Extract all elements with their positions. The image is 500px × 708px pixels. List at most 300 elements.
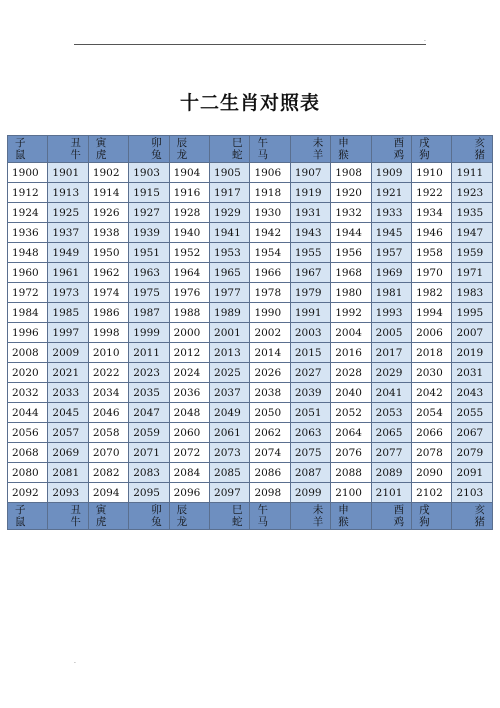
year-cell: 2017 <box>371 343 411 363</box>
year-cell: 1947 <box>452 223 493 243</box>
table-row <box>8 303 493 323</box>
bottom-zodiac-header-cell <box>88 503 128 530</box>
earthly-branch-label: 卯 <box>151 137 162 149</box>
year-cell: 1903 <box>129 163 169 183</box>
year-cell: 2103 <box>452 483 493 503</box>
year-cell: 1987 <box>129 303 169 323</box>
year-cell: 2032 <box>8 383 48 403</box>
year-cell: 1944 <box>331 223 371 243</box>
year-cell: 2008 <box>8 343 48 363</box>
year-cell: 1973 <box>48 283 88 303</box>
year-cell: 2092 <box>8 483 48 503</box>
year-cell: 1905 <box>210 163 250 183</box>
year-cell: 1967 <box>290 263 330 283</box>
bottom-zodiac-header-cell <box>250 503 290 530</box>
year-cell: 2099 <box>290 483 330 503</box>
year-cell: 1902 <box>88 163 128 183</box>
year-cell: 1933 <box>371 203 411 223</box>
year-cell: 2028 <box>331 363 371 383</box>
year-cell: 1992 <box>331 303 371 323</box>
year-cell: 2052 <box>331 403 371 423</box>
year-cell: 2098 <box>250 483 290 503</box>
bottom-zodiac-header-cell <box>452 503 493 530</box>
year-cell: 2039 <box>290 383 330 403</box>
year-cell: 2055 <box>452 403 493 423</box>
year-cell: 1927 <box>129 203 169 223</box>
zodiac-animal-label: 鼠 <box>15 149 26 161</box>
earthly-branch-label: 申 <box>338 504 349 516</box>
year-cell: 2079 <box>452 443 493 463</box>
year-cell: 1975 <box>129 283 169 303</box>
year-cell: 1921 <box>371 183 411 203</box>
year-cell: 1978 <box>250 283 290 303</box>
year-cell: 1982 <box>412 283 452 303</box>
year-cell: 2042 <box>412 383 452 403</box>
year-cell: 1950 <box>88 243 128 263</box>
year-cell: 1974 <box>88 283 128 303</box>
top-zodiac-header-cell <box>169 136 209 163</box>
year-cell: 1919 <box>290 183 330 203</box>
top-zodiac-header-cell <box>129 136 169 163</box>
year-cell: 1971 <box>452 263 493 283</box>
zodiac-animal-label: 狗 <box>419 149 430 161</box>
year-cell: 1970 <box>412 263 452 283</box>
year-cell: 2048 <box>169 403 209 423</box>
year-cell: 1949 <box>48 243 88 263</box>
year-cell: 1991 <box>290 303 330 323</box>
year-cell: 1963 <box>129 263 169 283</box>
year-cell: 2080 <box>8 463 48 483</box>
year-cell: 1946 <box>412 223 452 243</box>
year-cell: 2049 <box>210 403 250 423</box>
year-cell: 2054 <box>412 403 452 423</box>
year-cell: 2045 <box>48 403 88 423</box>
bottom-zodiac-header-cell <box>210 503 250 530</box>
top-zodiac-header-cell <box>412 136 452 163</box>
zodiac-animal-label: 猴 <box>338 516 349 528</box>
year-cell: 1952 <box>169 243 209 263</box>
earthly-branch-label: 未 <box>312 504 324 516</box>
zodiac-animal-label: 龙 <box>176 516 188 528</box>
year-cell: 1945 <box>371 223 411 243</box>
page-title: 十二生肖对照表 <box>179 92 320 114</box>
top-zodiac-header-cell <box>88 136 128 163</box>
year-cell: 1983 <box>452 283 493 303</box>
year-cell: 2002 <box>250 323 290 343</box>
top-zodiac-header-cell <box>290 136 330 163</box>
table-row <box>8 243 493 263</box>
year-cell: 2062 <box>250 423 290 443</box>
year-cell: 1953 <box>210 243 250 263</box>
bottom-zodiac-header-row <box>8 503 493 530</box>
top-dot-mark: · <box>424 38 426 45</box>
year-cell: 1929 <box>210 203 250 223</box>
year-cell: 2064 <box>331 423 371 443</box>
year-cell: 1916 <box>169 183 209 203</box>
year-cell: 2053 <box>371 403 411 423</box>
zodiac-animal-label: 虎 <box>95 149 107 161</box>
earthly-branch-label: 酉 <box>393 137 405 149</box>
year-cell: 1955 <box>290 243 330 263</box>
year-cell: 2091 <box>452 463 493 483</box>
year-cell: 1966 <box>250 263 290 283</box>
year-cell: 1935 <box>452 203 493 223</box>
year-cell: 1977 <box>210 283 250 303</box>
earthly-branch-label: 寅 <box>95 504 107 516</box>
year-cell: 2082 <box>88 463 128 483</box>
table-row <box>8 443 493 463</box>
year-cell: 2084 <box>169 463 209 483</box>
year-cell: 2001 <box>210 323 250 343</box>
zodiac-animal-label: 蛇 <box>231 516 243 528</box>
year-cell: 1979 <box>290 283 330 303</box>
year-cell: 2067 <box>452 423 493 443</box>
year-cell: 1997 <box>48 323 88 343</box>
year-cell: 1922 <box>412 183 452 203</box>
year-cell: 1995 <box>452 303 493 323</box>
year-cell: 1906 <box>250 163 290 183</box>
year-cell: 2010 <box>88 343 128 363</box>
year-cell: 2074 <box>250 443 290 463</box>
year-cell: 1961 <box>48 263 88 283</box>
year-cell: 1928 <box>169 203 209 223</box>
table-head <box>8 136 493 163</box>
year-cell: 1911 <box>452 163 493 183</box>
year-cell: 2043 <box>452 383 493 403</box>
year-cell: 2097 <box>210 483 250 503</box>
year-cell: 2018 <box>412 343 452 363</box>
year-cell: 2095 <box>129 483 169 503</box>
year-cell: 1904 <box>169 163 209 183</box>
year-cell: 2078 <box>412 443 452 463</box>
earthly-branch-label: 亥 <box>474 504 485 516</box>
year-cell: 2090 <box>412 463 452 483</box>
zodiac-animal-label: 猪 <box>474 516 485 528</box>
earthly-branch-label: 酉 <box>393 504 405 516</box>
year-cell: 1976 <box>169 283 209 303</box>
year-cell: 2007 <box>452 323 493 343</box>
earthly-branch-label: 寅 <box>95 137 107 149</box>
year-cell: 1972 <box>8 283 48 303</box>
year-cell: 1910 <box>412 163 452 183</box>
year-cell: 1917 <box>210 183 250 203</box>
year-cell: 1943 <box>290 223 330 243</box>
year-cell: 2021 <box>48 363 88 383</box>
table-row <box>8 483 493 503</box>
zodiac-animal-label: 猪 <box>474 149 485 161</box>
year-cell: 1934 <box>412 203 452 223</box>
year-cell: 1931 <box>290 203 330 223</box>
year-cell: 1959 <box>452 243 493 263</box>
year-cell: 2102 <box>412 483 452 503</box>
year-cell: 1981 <box>371 283 411 303</box>
year-cell: 1936 <box>8 223 48 243</box>
year-cell: 2013 <box>210 343 250 363</box>
earthly-branch-label: 巳 <box>231 137 243 149</box>
earthly-branch-label: 辰 <box>176 504 188 516</box>
table-row <box>8 363 493 383</box>
year-cell: 2044 <box>8 403 48 423</box>
year-cell: 1964 <box>169 263 209 283</box>
year-cell: 2069 <box>48 443 88 463</box>
year-cell: 1962 <box>88 263 128 283</box>
year-cell: 2005 <box>371 323 411 343</box>
top-zodiac-header-cell <box>250 136 290 163</box>
table-row <box>8 343 493 363</box>
year-cell: 2004 <box>331 323 371 343</box>
year-cell: 2035 <box>129 383 169 403</box>
zodiac-animal-label: 牛 <box>70 516 81 528</box>
year-cell: 1998 <box>88 323 128 343</box>
year-cell: 1937 <box>48 223 88 243</box>
table-row <box>8 463 493 483</box>
year-cell: 2036 <box>169 383 209 403</box>
year-cell: 2061 <box>210 423 250 443</box>
year-cell: 1994 <box>412 303 452 323</box>
year-cell: 2034 <box>88 383 128 403</box>
earthly-branch-label: 午 <box>257 137 268 149</box>
earthly-branch-label: 子 <box>15 137 26 149</box>
year-cell: 1960 <box>8 263 48 283</box>
top-zodiac-header-cell <box>8 136 48 163</box>
bottom-zodiac-header-cell <box>371 503 411 530</box>
year-cell: 1984 <box>8 303 48 323</box>
zodiac-animal-label: 鸡 <box>393 149 405 161</box>
table-row <box>8 183 493 203</box>
year-cell: 2015 <box>290 343 330 363</box>
year-cell: 2026 <box>250 363 290 383</box>
year-cell: 2003 <box>290 323 330 343</box>
table-body <box>8 163 493 503</box>
year-cell: 2081 <box>48 463 88 483</box>
year-cell: 2011 <box>129 343 169 363</box>
year-cell: 2037 <box>210 383 250 403</box>
year-cell: 2033 <box>48 383 88 403</box>
top-zodiac-header-cell <box>210 136 250 163</box>
year-cell: 2058 <box>88 423 128 443</box>
earthly-branch-label: 午 <box>257 504 268 516</box>
year-cell: 2022 <box>88 363 128 383</box>
table-row <box>8 323 493 343</box>
top-divider <box>74 44 426 45</box>
year-cell: 1909 <box>371 163 411 183</box>
year-cell: 1913 <box>48 183 88 203</box>
year-cell: 2016 <box>331 343 371 363</box>
year-cell: 2057 <box>48 423 88 443</box>
year-cell: 2051 <box>290 403 330 423</box>
year-cell: 2070 <box>88 443 128 463</box>
year-cell: 2060 <box>169 423 209 443</box>
zodiac-animal-label: 马 <box>257 516 268 528</box>
year-cell: 1941 <box>210 223 250 243</box>
top-zodiac-header-cell <box>48 136 88 163</box>
earthly-branch-label: 戌 <box>419 137 430 149</box>
bottom-zodiac-header-cell <box>129 503 169 530</box>
year-cell: 1938 <box>88 223 128 243</box>
year-cell: 1907 <box>290 163 330 183</box>
earthly-branch-label: 未 <box>312 137 324 149</box>
zodiac-animal-label: 猴 <box>338 149 349 161</box>
year-cell: 1924 <box>8 203 48 223</box>
year-cell: 2100 <box>331 483 371 503</box>
year-cell: 1989 <box>210 303 250 323</box>
year-cell: 1926 <box>88 203 128 223</box>
year-cell: 1993 <box>371 303 411 323</box>
zodiac-animal-label: 马 <box>257 149 268 161</box>
year-cell: 2096 <box>169 483 209 503</box>
year-cell: 1988 <box>169 303 209 323</box>
zodiac-animal-label: 牛 <box>70 149 81 161</box>
table-row <box>8 223 493 243</box>
year-cell: 1914 <box>88 183 128 203</box>
zodiac-animal-label: 鸡 <box>393 516 405 528</box>
year-cell: 1942 <box>250 223 290 243</box>
year-cell: 1932 <box>331 203 371 223</box>
year-cell: 1923 <box>452 183 493 203</box>
year-cell: 1965 <box>210 263 250 283</box>
earthly-branch-label: 丑 <box>70 504 81 516</box>
year-cell: 2086 <box>250 463 290 483</box>
year-cell: 2031 <box>452 363 493 383</box>
bottom-zodiac-header-cell <box>8 503 48 530</box>
year-cell: 2094 <box>88 483 128 503</box>
year-cell: 2025 <box>210 363 250 383</box>
year-cell: 2087 <box>290 463 330 483</box>
earthly-branch-label: 亥 <box>474 137 485 149</box>
year-cell: 2088 <box>331 463 371 483</box>
year-cell: 2056 <box>8 423 48 443</box>
year-cell: 2075 <box>290 443 330 463</box>
year-cell: 1925 <box>48 203 88 223</box>
year-cell: 2000 <box>169 323 209 343</box>
year-cell: 1912 <box>8 183 48 203</box>
year-cell: 1939 <box>129 223 169 243</box>
zodiac-table <box>7 135 493 530</box>
year-cell: 2065 <box>371 423 411 443</box>
year-cell: 2068 <box>8 443 48 463</box>
year-cell: 1996 <box>8 323 48 343</box>
year-cell: 2020 <box>8 363 48 383</box>
year-cell: 2040 <box>331 383 371 403</box>
table-row <box>8 383 493 403</box>
year-cell: 2072 <box>169 443 209 463</box>
table-row <box>8 263 493 283</box>
year-cell: 2041 <box>371 383 411 403</box>
year-cell: 2101 <box>371 483 411 503</box>
table-row <box>8 403 493 423</box>
year-cell: 2050 <box>250 403 290 423</box>
year-cell: 2012 <box>169 343 209 363</box>
zodiac-animal-label: 兔 <box>151 149 162 161</box>
year-cell: 2063 <box>290 423 330 443</box>
earthly-branch-label: 丑 <box>70 137 81 149</box>
zodiac-animal-label: 兔 <box>151 516 162 528</box>
year-cell: 2066 <box>412 423 452 443</box>
earthly-branch-label: 辰 <box>176 137 188 149</box>
year-cell: 2077 <box>371 443 411 463</box>
year-cell: 2093 <box>48 483 88 503</box>
top-zodiac-header-cell <box>452 136 493 163</box>
year-cell: 1920 <box>331 183 371 203</box>
year-cell: 2047 <box>129 403 169 423</box>
year-cell: 1956 <box>331 243 371 263</box>
bottom-zodiac-header-cell <box>290 503 330 530</box>
table-row <box>8 203 493 223</box>
earthly-branch-label: 卯 <box>151 504 162 516</box>
top-zodiac-header-cell <box>371 136 411 163</box>
zodiac-animal-label: 虎 <box>95 516 107 528</box>
year-cell: 2014 <box>250 343 290 363</box>
year-cell: 2083 <box>129 463 169 483</box>
year-cell: 2029 <box>371 363 411 383</box>
year-cell: 1940 <box>169 223 209 243</box>
year-cell: 1951 <box>129 243 169 263</box>
year-cell: 1908 <box>331 163 371 183</box>
zodiac-animal-label: 蛇 <box>231 149 243 161</box>
year-cell: 1948 <box>8 243 48 263</box>
table-row <box>8 163 493 183</box>
earthly-branch-label: 子 <box>15 504 26 516</box>
table-row <box>8 423 493 443</box>
year-cell: 2089 <box>371 463 411 483</box>
zodiac-animal-label: 龙 <box>176 149 188 161</box>
zodiac-animal-label: 狗 <box>419 516 430 528</box>
year-cell: 2059 <box>129 423 169 443</box>
bottom-zodiac-header-cell <box>169 503 209 530</box>
year-cell: 1958 <box>412 243 452 263</box>
year-cell: 1930 <box>250 203 290 223</box>
top-zodiac-header-row <box>8 136 493 163</box>
year-cell: 1900 <box>8 163 48 183</box>
year-cell: 2006 <box>412 323 452 343</box>
bottom-zodiac-header-cell <box>331 503 371 530</box>
year-cell: 1957 <box>371 243 411 263</box>
year-cell: 1969 <box>371 263 411 283</box>
year-cell: 2019 <box>452 343 493 363</box>
year-cell: 2027 <box>290 363 330 383</box>
year-cell: 2038 <box>250 383 290 403</box>
earthly-branch-label: 巳 <box>231 504 243 516</box>
table-foot <box>8 503 493 530</box>
year-cell: 1968 <box>331 263 371 283</box>
bottom-zodiac-header-cell <box>48 503 88 530</box>
year-cell: 1980 <box>331 283 371 303</box>
year-cell: 2071 <box>129 443 169 463</box>
year-cell: 2024 <box>169 363 209 383</box>
table-row <box>8 283 493 303</box>
year-cell: 1954 <box>250 243 290 263</box>
year-cell: 1999 <box>129 323 169 343</box>
zodiac-animal-label: 羊 <box>312 516 324 528</box>
year-cell: 2076 <box>331 443 371 463</box>
year-cell: 2030 <box>412 363 452 383</box>
earthly-branch-label: 申 <box>338 137 349 149</box>
year-cell: 2009 <box>48 343 88 363</box>
year-cell: 1985 <box>48 303 88 323</box>
bottom-zodiac-header-cell <box>412 503 452 530</box>
year-cell: 1990 <box>250 303 290 323</box>
earthly-branch-label: 戌 <box>419 504 430 516</box>
year-cell: 2046 <box>88 403 128 423</box>
year-cell: 1918 <box>250 183 290 203</box>
bottom-dot-mark: · <box>74 660 76 667</box>
year-cell: 1986 <box>88 303 128 323</box>
year-cell: 2085 <box>210 463 250 483</box>
year-cell: 2023 <box>129 363 169 383</box>
zodiac-animal-label: 羊 <box>312 149 324 161</box>
year-cell: 1915 <box>129 183 169 203</box>
year-cell: 1901 <box>48 163 88 183</box>
